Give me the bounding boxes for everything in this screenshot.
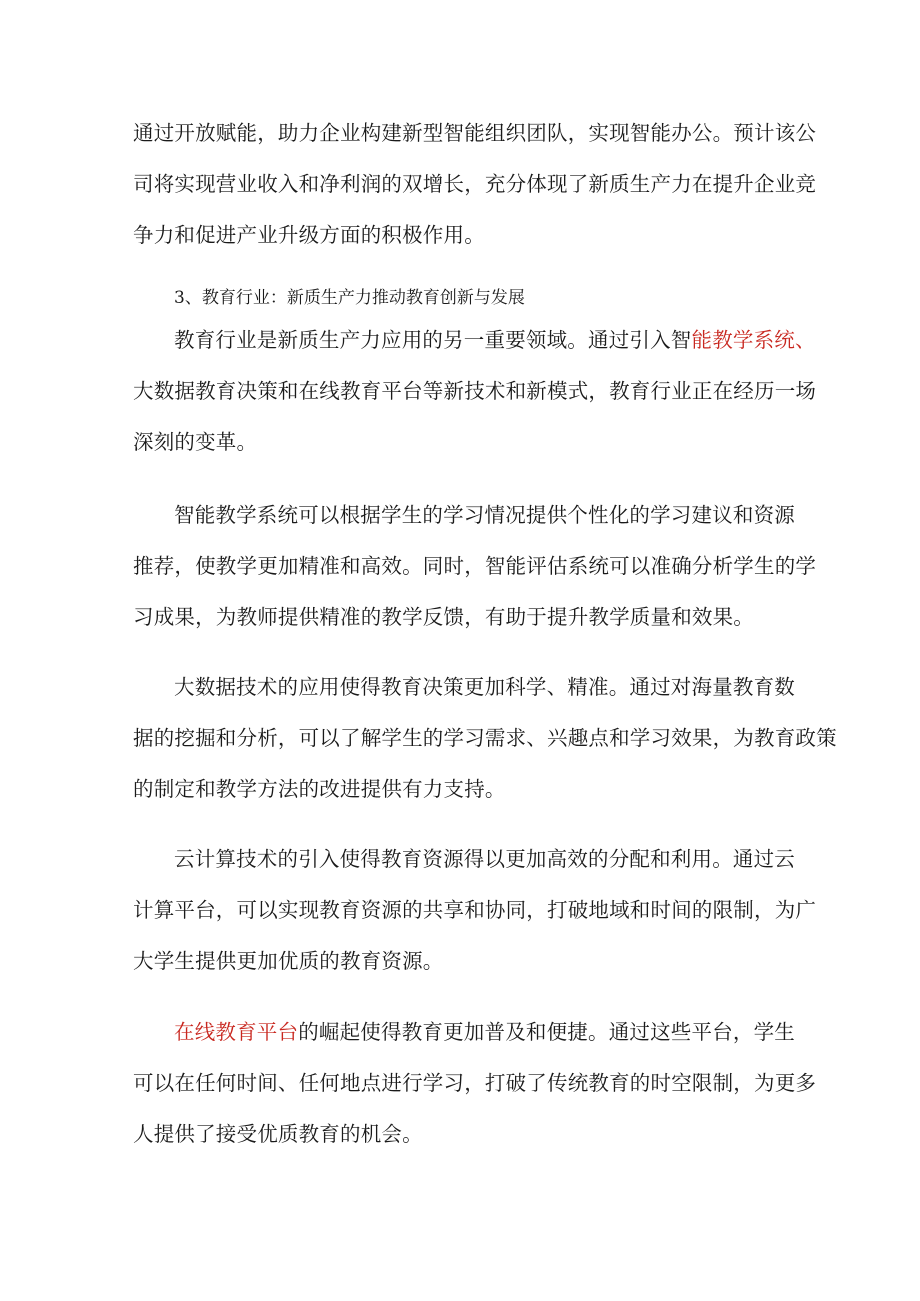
text-segment: 的崛起使得教育更加普及和便捷。通过这些平台，学生 <box>298 1020 796 1044</box>
text-line: 大学生提供更加优质的教育资源。 <box>133 949 444 973</box>
highlight-text: 能教学系统、 <box>691 328 816 352</box>
paragraph-big-data <box>133 662 837 815</box>
text-line: 司将实现营业收入和净利润的双增长，充分体现了新质生产力在提升企业竞 <box>133 172 817 196</box>
text-line: 据的挖掘和分析，可以了解学生的学习需求、兴趣点和学习效果，为教育政策 <box>133 726 837 750</box>
text-segment: 教育行业是新质生产力应用的另一重要领域。通过引入智 <box>174 328 692 352</box>
highlight-text: 在线教育平台 <box>174 1020 299 1044</box>
text-line: 通过开放赋能，助力企业构建新型智能组织团队，实现智能办公。预计该公 <box>133 121 817 145</box>
text-line: 智能教学系统可以根据学生的学习情况提供个性化的学习建议和资源 <box>174 503 795 527</box>
text-line <box>133 315 816 366</box>
text-line: 争力和促进产业升级方面的积极作用。 <box>133 223 485 247</box>
paragraph-smart-teaching <box>133 490 817 643</box>
text-line: 大数据教育决策和在线教育平台等新技术和新模式，教育行业正在经历一场 <box>133 379 817 403</box>
text-line: 云计算技术的引入使得教育资源得以更加高效的分配和利用。通过云 <box>174 847 795 871</box>
section-heading: 3、教育行业：新质生产力推动教育创新与发展 <box>174 288 525 308</box>
paragraph-cloud <box>133 834 817 987</box>
text-line: 大数据技术的应用使得教育决策更加科学、精准。通过对海量教育数 <box>174 675 795 699</box>
paragraph-online-education <box>133 1007 817 1160</box>
text-line: 深刻的变革。 <box>133 430 258 454</box>
text-line: 推荐，使教学更加精准和高效。同时，智能评估系统可以准确分析学生的学 <box>133 554 817 578</box>
text-line: 的制定和教学方法的改进提供有力支持。 <box>133 777 506 801</box>
paragraph-intro <box>133 108 817 261</box>
text-line: 计算平台，可以实现教育资源的共享和协同，打破地域和时间的限制，为广 <box>133 898 817 922</box>
text-line: 可以在任何时间、任何地点进行学习，打破了传统教育的时空限制，为更多 <box>133 1071 817 1095</box>
text-line <box>133 1007 796 1058</box>
paragraph-education <box>133 315 817 468</box>
text-line: 人提供了接受优质教育的机会。 <box>133 1122 423 1146</box>
text-line: 习成果，为教师提供精准的教学反馈，有助于提升教学质量和效果。 <box>133 605 754 629</box>
